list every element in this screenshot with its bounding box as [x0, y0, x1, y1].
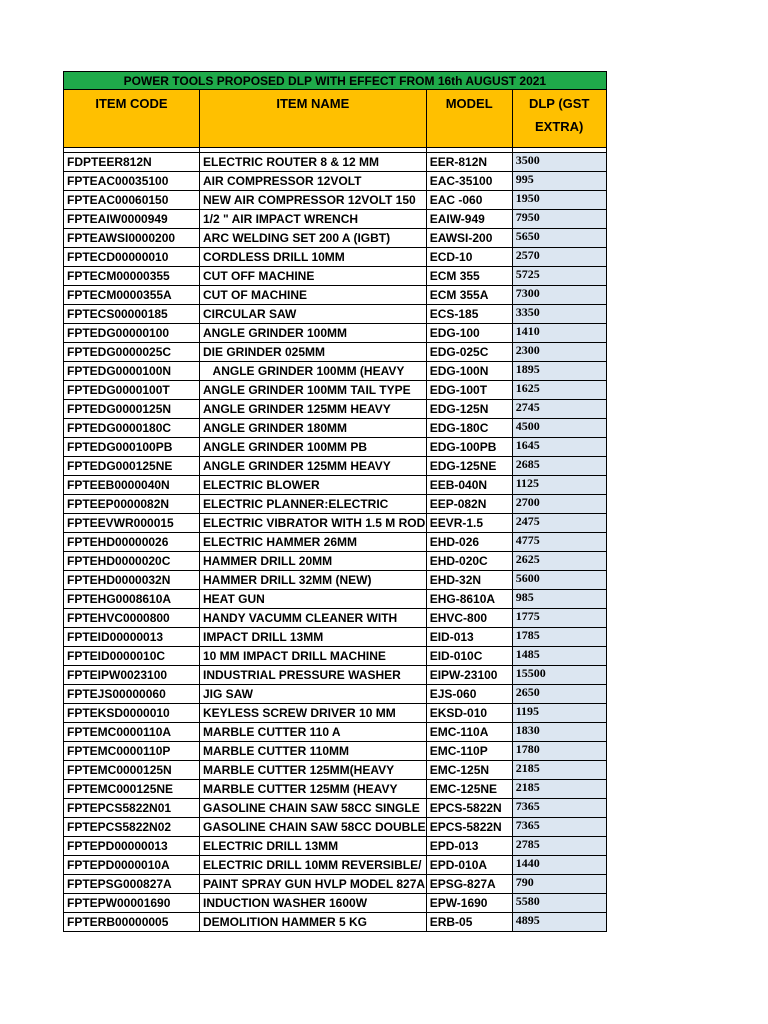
cell-dlp: 15500 [512, 666, 606, 685]
cell-item-name: INDUCTION WASHER 1600W [200, 894, 427, 913]
cell-model: EID-013 [426, 628, 512, 647]
table-row [64, 400, 607, 419]
cell-item-name: HEAT GUN [200, 590, 427, 609]
cell-item-code: FPTEID0000010C [64, 647, 200, 666]
cell-model: EDG-100 [426, 324, 512, 343]
cell-dlp: 7300 [512, 286, 606, 305]
cell-item-name: HANDY VACUMM CLEANER WITH [200, 609, 427, 628]
cell-model: EPD-013 [426, 837, 512, 856]
cell-dlp: 4895 [512, 913, 606, 932]
cell-item-code: FPTEMC000125NE [64, 780, 200, 799]
cell-dlp: 1125 [512, 476, 606, 495]
cell-item-name: MARBLE CUTTER 110MM [200, 742, 427, 761]
cell-model: ECM 355 [426, 267, 512, 286]
table-row [64, 704, 607, 723]
table-row [64, 381, 607, 400]
cell-dlp: 7950 [512, 210, 606, 229]
cell-model: EDG-125N [426, 400, 512, 419]
table-row [64, 229, 607, 248]
cell-item-name: CORDLESS DRILL 10MM [200, 248, 427, 267]
cell-dlp: 4500 [512, 419, 606, 438]
cell-dlp: 2300 [512, 343, 606, 362]
cell-item-code: FPTECD00000010 [64, 248, 200, 267]
cell-model: ECM 355A [426, 286, 512, 305]
cell-dlp: 2785 [512, 837, 606, 856]
cell-item-name: AIR COMPRESSOR 12VOLT [200, 172, 427, 191]
cell-item-code: FPTEDG0000100T [64, 381, 200, 400]
cell-item-name: IMPACT DRILL 13MM [200, 628, 427, 647]
cell-item-code: FPTEPCS5822N02 [64, 818, 200, 837]
cell-dlp: 5600 [512, 571, 606, 590]
cell-model: EDG-025C [426, 343, 512, 362]
cell-dlp: 2185 [512, 761, 606, 780]
cell-dlp: 3350 [512, 305, 606, 324]
cell-item-name: CIRCULAR SAW [200, 305, 427, 324]
table-row [64, 191, 607, 210]
cell-item-code: FPTEPD0000010A [64, 856, 200, 875]
cell-item-code: FPTECM00000355 [64, 267, 200, 286]
table-row [64, 476, 607, 495]
table-row [64, 457, 607, 476]
cell-model: EHD-32N [426, 571, 512, 590]
cell-item-name: HAMMER DRILL 32MM (NEW) [200, 571, 427, 590]
cell-item-code: FPTEPW00001690 [64, 894, 200, 913]
cell-dlp: 1440 [512, 856, 606, 875]
cell-model: EAC -060 [426, 191, 512, 210]
table-row [64, 305, 607, 324]
cell-item-code: FPTEDG000100PB [64, 438, 200, 457]
cell-model: EDG-100N [426, 362, 512, 381]
table-row [64, 647, 607, 666]
cell-item-name: ELECTRIC HAMMER 26MM [200, 533, 427, 552]
cell-model: EHD-026 [426, 533, 512, 552]
cell-dlp: 2185 [512, 780, 606, 799]
cell-item-code: FPTERB00000005 [64, 913, 200, 932]
cell-item-name: 1/2 " AIR IMPACT WRENCH [200, 210, 427, 229]
cell-item-name: ELECTRIC DRILL 13MM [200, 837, 427, 856]
cell-item-code: FPTEDG0000025C [64, 343, 200, 362]
table-row [64, 666, 607, 685]
header-item-code: ITEM CODE [64, 90, 200, 148]
cell-dlp: 2745 [512, 400, 606, 419]
table-row [64, 723, 607, 742]
header-row [64, 90, 607, 148]
table-row [64, 780, 607, 799]
cell-model: EAWSI-200 [426, 229, 512, 248]
cell-dlp: 2650 [512, 685, 606, 704]
cell-item-name: GASOLINE CHAIN SAW 58CC DOUBLE [200, 818, 427, 837]
cell-model: EMC-125NE [426, 780, 512, 799]
cell-item-code: FPTEPSG000827A [64, 875, 200, 894]
cell-model: EPCS-5822N [426, 818, 512, 837]
cell-item-name: GASOLINE CHAIN SAW 58CC SINGLE [200, 799, 427, 818]
cell-model: EHG-8610A [426, 590, 512, 609]
cell-item-code: FPTEID00000013 [64, 628, 200, 647]
cell-item-code: FPTECS00000185 [64, 305, 200, 324]
table-row [64, 685, 607, 704]
cell-model: EKSD-010 [426, 704, 512, 723]
cell-item-code: FPTEAC00035100 [64, 172, 200, 191]
cell-model: EIPW-23100 [426, 666, 512, 685]
table-row [64, 799, 607, 818]
table-row [64, 343, 607, 362]
table-row [64, 419, 607, 438]
cell-item-name: ELECTRIC BLOWER [200, 476, 427, 495]
cell-dlp: 2570 [512, 248, 606, 267]
cell-dlp: 1830 [512, 723, 606, 742]
cell-dlp: 2625 [512, 552, 606, 571]
header-model: MODEL [426, 90, 512, 148]
cell-item-code: FDPTEER812N [64, 153, 200, 172]
cell-dlp: 3500 [512, 153, 606, 172]
cell-item-name: ELECTRIC PLANNER:ELECTRIC [200, 495, 427, 514]
cell-item-code: FPTEHD0000020C [64, 552, 200, 571]
table-row [64, 552, 607, 571]
cell-dlp: 1195 [512, 704, 606, 723]
table-row [64, 875, 607, 894]
table-row [64, 837, 607, 856]
cell-item-code: FPTEPD00000013 [64, 837, 200, 856]
cell-item-name: DEMOLITION HAMMER 5 KG [200, 913, 427, 932]
cell-model: EMC-110P [426, 742, 512, 761]
cell-item-code: FPTEHD0000032N [64, 571, 200, 590]
cell-item-code: FPTEHD00000026 [64, 533, 200, 552]
cell-item-code: FPTEHG0008610A [64, 590, 200, 609]
table-row [64, 514, 607, 533]
table-row [64, 267, 607, 286]
cell-item-code: FPTEDG0000125N [64, 400, 200, 419]
cell-item-name: DIE GRINDER 025MM [200, 343, 427, 362]
cell-model: EDG-100T [426, 381, 512, 400]
table-row [64, 818, 607, 837]
price-list-table [63, 71, 607, 932]
table-row [64, 913, 607, 932]
header-dlp: DLP (GST EXTRA) [512, 90, 606, 148]
cell-dlp: 790 [512, 875, 606, 894]
cell-dlp: 1645 [512, 438, 606, 457]
table-row [64, 533, 607, 552]
cell-item-code: FPTEDG0000100N [64, 362, 200, 381]
cell-item-code: FPTEJS00000060 [64, 685, 200, 704]
table-row [64, 761, 607, 780]
table-row [64, 438, 607, 457]
cell-dlp: 2685 [512, 457, 606, 476]
cell-dlp: 2475 [512, 514, 606, 533]
cell-item-name: ANGLE GRINDER 100MM [200, 324, 427, 343]
cell-item-name: CUT OFF MACHINE [200, 267, 427, 286]
cell-item-name: INDUSTRIAL PRESSURE WASHER [200, 666, 427, 685]
cell-item-code: FPTEPCS5822N01 [64, 799, 200, 818]
cell-model: EID-010C [426, 647, 512, 666]
cell-item-name: 10 MM IMPACT DRILL MACHINE [200, 647, 427, 666]
cell-dlp: 1775 [512, 609, 606, 628]
cell-item-code: FPTEDG0000180C [64, 419, 200, 438]
cell-item-code: FPTEEP0000082N [64, 495, 200, 514]
cell-item-name: KEYLESS SCREW DRIVER 10 MM [200, 704, 427, 723]
cell-model: EHVC-800 [426, 609, 512, 628]
cell-item-name: ANGLE GRINDER 100MM (HEAVY [200, 362, 427, 381]
cell-item-code: FPTEIPW0023100 [64, 666, 200, 685]
cell-item-name: ANGLE GRINDER 100MM PB [200, 438, 427, 457]
cell-item-name: ANGLE GRINDER 125MM HEAVY [200, 457, 427, 476]
cell-item-code: FPTEMC0000110A [64, 723, 200, 742]
cell-model: EHD-020C [426, 552, 512, 571]
table-row [64, 894, 607, 913]
cell-item-code: FPTEKSD0000010 [64, 704, 200, 723]
table-row [64, 742, 607, 761]
cell-model: EDG-100PB [426, 438, 512, 457]
header-item-name: ITEM NAME [200, 90, 427, 148]
cell-dlp: 1950 [512, 191, 606, 210]
cell-item-name: ELECTRIC VIBRATOR WITH 1.5 M ROD [200, 514, 427, 533]
table-row [64, 856, 607, 875]
cell-item-name: ANGLE GRINDER 100MM TAIL TYPE [200, 381, 427, 400]
cell-model: ECS-185 [426, 305, 512, 324]
cell-model: EJS-060 [426, 685, 512, 704]
table-row [64, 571, 607, 590]
cell-dlp: 1780 [512, 742, 606, 761]
cell-model: EPSG-827A [426, 875, 512, 894]
cell-item-name: ELECTRIC DRILL 10MM REVERSIBLE/ [200, 856, 427, 875]
table-row [64, 609, 607, 628]
cell-item-code: FPTEAIW0000949 [64, 210, 200, 229]
cell-item-code: FPTEDG00000100 [64, 324, 200, 343]
cell-model: EER-812N [426, 153, 512, 172]
cell-item-name: ANGLE GRINDER 180MM [200, 419, 427, 438]
cell-dlp: 5725 [512, 267, 606, 286]
cell-item-name: HAMMER DRILL 20MM [200, 552, 427, 571]
table-row [64, 628, 607, 647]
cell-item-name: MARBLE CUTTER 125MM (HEAVY [200, 780, 427, 799]
table-row [64, 495, 607, 514]
cell-model: EMC-125N [426, 761, 512, 780]
cell-dlp: 985 [512, 590, 606, 609]
cell-dlp: 5650 [512, 229, 606, 248]
cell-dlp: 1410 [512, 324, 606, 343]
cell-item-code: FPTEAC00060150 [64, 191, 200, 210]
table-row [64, 210, 607, 229]
cell-model: EEP-082N [426, 495, 512, 514]
cell-item-name: ANGLE GRINDER 125MM HEAVY [200, 400, 427, 419]
table-row [64, 153, 607, 172]
cell-item-name: ARC WELDING SET 200 A (IGBT) [200, 229, 427, 248]
cell-item-name: ELECTRIC ROUTER 8 & 12 MM [200, 153, 427, 172]
cell-model: EPCS-5822N [426, 799, 512, 818]
table-row [64, 362, 607, 381]
cell-dlp: 1785 [512, 628, 606, 647]
cell-item-code: FPTEMC0000125N [64, 761, 200, 780]
cell-dlp: 4775 [512, 533, 606, 552]
cell-model: EPW-1690 [426, 894, 512, 913]
table-row [64, 286, 607, 305]
cell-dlp: 7365 [512, 799, 606, 818]
cell-item-name: MARBLE CUTTER 125MM(HEAVY [200, 761, 427, 780]
cell-dlp: 2700 [512, 495, 606, 514]
cell-dlp: 5580 [512, 894, 606, 913]
cell-dlp: 1485 [512, 647, 606, 666]
cell-item-code: FPTEDG000125NE [64, 457, 200, 476]
cell-item-name: NEW AIR COMPRESSOR 12VOLT 150 [200, 191, 427, 210]
sheet-title: POWER TOOLS PROPOSED DLP WITH EFFECT FROM 16th AUGUST 2021 [64, 72, 607, 90]
cell-model: EDG-125NE [426, 457, 512, 476]
cell-item-code: FPTEMC0000110P [64, 742, 200, 761]
cell-item-code: FPTECM0000355A [64, 286, 200, 305]
cell-item-code: FPTEEVWR000015 [64, 514, 200, 533]
cell-dlp: 1895 [512, 362, 606, 381]
cell-model: EDG-180C [426, 419, 512, 438]
cell-item-name: MARBLE CUTTER 110 A [200, 723, 427, 742]
table-row [64, 590, 607, 609]
cell-item-name: PAINT SPRAY GUN HVLP MODEL 827A [200, 875, 427, 894]
cell-item-name: CUT OF MACHINE [200, 286, 427, 305]
cell-model: EAIW-949 [426, 210, 512, 229]
cell-model: EMC-110A [426, 723, 512, 742]
cell-model: EPD-010A [426, 856, 512, 875]
cell-item-code: FPTEAWSI0000200 [64, 229, 200, 248]
cell-item-code: FPTEEB0000040N [64, 476, 200, 495]
table-row [64, 248, 607, 267]
cell-model: EAC-35100 [426, 172, 512, 191]
cell-item-code: FPTEHVC0000800 [64, 609, 200, 628]
cell-dlp: 1625 [512, 381, 606, 400]
cell-model: ECD-10 [426, 248, 512, 267]
cell-model: ERB-05 [426, 913, 512, 932]
cell-dlp: 995 [512, 172, 606, 191]
table-row [64, 172, 607, 191]
cell-model: EEVR-1.5 [426, 514, 512, 533]
cell-item-name: JIG SAW [200, 685, 427, 704]
cell-dlp: 7365 [512, 818, 606, 837]
table-row [64, 324, 607, 343]
cell-model: EEB-040N [426, 476, 512, 495]
title-row [64, 72, 607, 90]
